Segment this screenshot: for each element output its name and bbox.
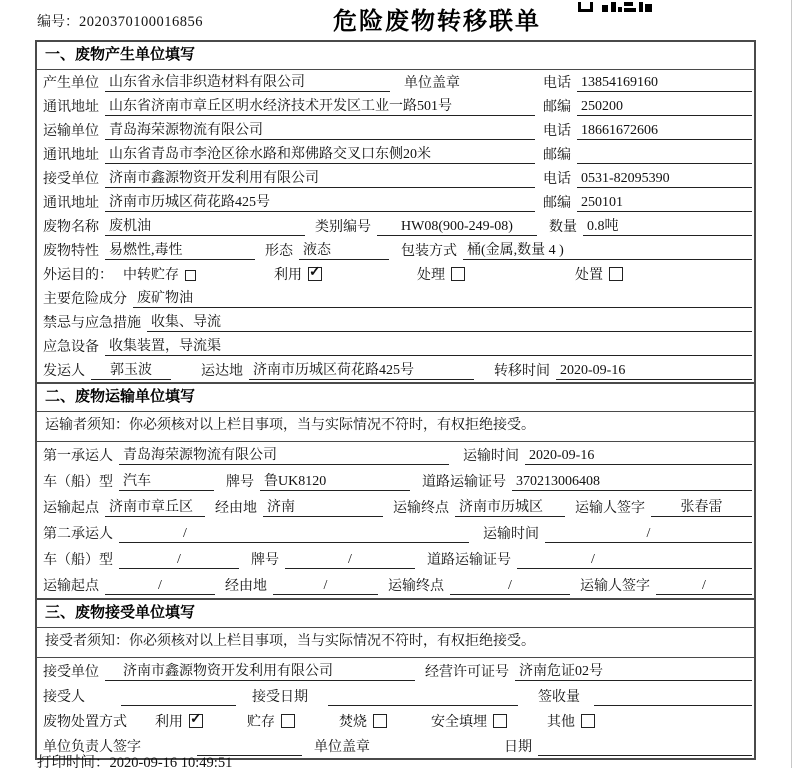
transport-time1-label: 运输时间	[463, 449, 519, 464]
producer-seal-label: 单位盖章	[404, 76, 460, 91]
qr-code-fragment-icon	[578, 0, 656, 18]
destination-value: 济南市历城区荷花路425号	[249, 360, 474, 380]
transfer-time-value: 2020-09-16	[556, 360, 752, 380]
print-time-label: 打印时间：	[37, 755, 110, 768]
accept-unit-label: 接受单位	[43, 664, 99, 680]
row-route2	[37, 572, 754, 598]
producer-phone-label: 电话	[543, 76, 571, 91]
equipment-label: 应急设备	[43, 340, 99, 355]
waste-character-label: 废物特性	[43, 244, 99, 259]
received-qty-value	[594, 686, 752, 706]
checkbox-treat	[451, 267, 465, 281]
receiver-value: 济南市鑫源物资开发利用有限公司	[105, 168, 535, 188]
row-route1	[37, 494, 754, 520]
sign1-label: 运输人签字	[575, 501, 645, 516]
via2-value: /	[273, 575, 378, 595]
check-mark-icon: ✓	[309, 265, 321, 280]
carrier2-value: /	[119, 523, 469, 543]
row-producer	[37, 70, 754, 94]
permit-label: 经营许可证号	[425, 664, 509, 680]
measures-value: 收集、导流	[147, 312, 752, 332]
transfer-form-table	[35, 40, 756, 760]
accept-date-value	[328, 686, 518, 706]
plate2-label: 牌号	[251, 553, 279, 568]
sign1-value: 张春雷	[651, 497, 752, 517]
unit-seal-label: 单位盖章	[314, 739, 370, 755]
license1-value: 370213006408	[512, 471, 752, 491]
via2-label: 经由地	[225, 579, 267, 594]
date-value	[538, 736, 752, 756]
plate1-value: 鲁UK8120	[260, 471, 410, 491]
receiver-notice-text: 你必须核对以上栏目事项，当与实际情况不符时，有权拒绝接受。	[129, 634, 535, 649]
row-emergency-equipment	[37, 334, 754, 358]
transporter-value: 青岛海荣源物流有限公司	[105, 120, 535, 140]
row-vehicle2	[37, 546, 754, 572]
purpose-option-recycle	[274, 264, 322, 284]
doc-number-label: 编号：	[37, 15, 79, 30]
date-label: 日期	[504, 739, 532, 755]
disposal-other-label: 其他	[547, 714, 575, 730]
disposal-option-incinerate	[339, 711, 387, 731]
purpose-recycle-label: 利用	[274, 268, 302, 283]
disposal-option-storage	[247, 711, 295, 731]
receiver-notice-label: 接受者须知：	[45, 634, 129, 649]
row-waste-character	[37, 238, 754, 262]
hazard-value: 废矿物油	[133, 288, 752, 308]
transporter-phone-value: 18661672606	[577, 120, 752, 140]
row-emergency-measures	[37, 310, 754, 334]
checkbox-disposal-other	[581, 714, 595, 728]
via1-label: 经由地	[215, 501, 257, 516]
section-producer	[37, 42, 754, 382]
receiver-address-label: 通讯地址	[43, 196, 99, 211]
measures-label: 禁忌与应急措施	[43, 316, 141, 331]
section-transporter-header: 二、废物运输单位填写	[37, 384, 754, 412]
vehicle1-label: 车（船）型	[43, 475, 113, 490]
category-label: 类别编号	[315, 220, 371, 235]
end1-label: 运输终点	[393, 501, 449, 516]
transporter-address-value: 山东省青岛市李沧区徐水路和郑佛路交叉口东侧20米	[105, 144, 535, 164]
disposal-method-label: 废物处置方式	[43, 714, 127, 730]
receiver-phone-value: 0531-82095390	[577, 168, 752, 188]
carrier1-value: 青岛海荣源物流有限公司	[119, 445, 449, 465]
row-acceptor	[37, 683, 754, 708]
producer-value: 山东省永信非织造材料有限公司	[105, 72, 390, 92]
category-value: HW08(900-249-08)	[377, 216, 537, 236]
license1-label: 道路运输证号	[422, 475, 506, 490]
producer-address-value: 山东省济南市章丘区明水经济技术开发区工业一路501号	[105, 96, 535, 116]
transport-time2-label: 运输时间	[483, 527, 539, 542]
signer-label: 单位负责人签字	[43, 739, 141, 755]
transporter-notice	[37, 412, 754, 442]
checkbox-transfer-storage	[185, 270, 196, 281]
checkbox-disposal-incinerate	[373, 714, 387, 728]
end2-value: /	[450, 575, 570, 595]
purpose-treat-label: 处理	[417, 268, 445, 283]
carrier1-label: 第一承运人	[43, 449, 113, 464]
transporter-notice-label: 运输者须知：	[45, 418, 129, 433]
print-time-value: 2020-09-16 10:49:51	[109, 755, 233, 768]
checkbox-dispose	[609, 267, 623, 281]
section-receiver-header: 三、废物接受单位填写	[37, 600, 754, 628]
waste-character-value: 易燃性,毒性	[105, 240, 255, 260]
transporter-zip-label: 邮编	[543, 148, 571, 163]
producer-label: 产生单位	[43, 76, 99, 91]
end2-label: 运输终点	[388, 579, 444, 594]
origin2-label: 运输起点	[43, 579, 99, 594]
receiver-notice	[37, 628, 754, 658]
row-transporter	[37, 118, 754, 142]
producer-address-label: 通讯地址	[43, 100, 99, 115]
purpose-dispose-label: 处置	[575, 268, 603, 283]
equipment-value: 收集装置，导流渠	[105, 336, 752, 356]
check-mark-icon: ✓	[190, 711, 202, 727]
row-receiver-address	[37, 190, 754, 214]
print-time	[37, 751, 232, 768]
vehicle2-label: 车（船）型	[43, 553, 113, 568]
acceptor-label: 接受人	[43, 689, 85, 705]
accept-unit-value: 济南市鑫源物资开发利用有限公司	[105, 661, 415, 681]
quantity-value: 0.8吨	[583, 216, 752, 236]
purpose-option-dispose	[575, 264, 623, 284]
destination-label: 运达地	[201, 364, 243, 379]
vehicle2-value: /	[119, 549, 239, 569]
purpose-transfer-storage-label: 中转贮存	[123, 268, 179, 283]
received-qty-label: 签收量	[538, 689, 580, 705]
row-producer-address	[37, 94, 754, 118]
section-transporter	[37, 382, 754, 598]
transporter-zip-value	[577, 144, 752, 164]
row-transporter-address	[37, 142, 754, 166]
disposal-option-other	[547, 711, 595, 731]
origin1-label: 运输起点	[43, 501, 99, 516]
packing-value: 桶(金属,数量 4 )	[463, 240, 752, 260]
checkbox-disposal-landfill	[493, 714, 507, 728]
checkbox-disposal-storage	[281, 714, 295, 728]
row-carrier2	[37, 520, 754, 546]
disposal-option-recycle	[155, 711, 203, 731]
section-producer-header: 一、废物产生单位填写	[37, 42, 754, 70]
transfer-time-label: 转移时间	[494, 364, 550, 379]
producer-phone-value: 13854169160	[577, 72, 752, 92]
origin1-value: 济南市章丘区	[105, 497, 205, 517]
form-value: 液态	[299, 240, 389, 260]
license2-value: /	[517, 549, 752, 569]
transporter-phone-label: 电话	[543, 124, 571, 139]
hazard-label: 主要危险成分	[43, 292, 127, 307]
disposal-recycle-label: 利用	[155, 714, 183, 730]
consignor-label: 发运人	[43, 364, 85, 379]
purpose-label: 外运目的：	[43, 268, 113, 283]
section-receiver	[37, 598, 754, 758]
row-vehicle1	[37, 468, 754, 494]
purpose-option-treat	[417, 264, 465, 284]
row-receiver	[37, 166, 754, 190]
scan-edge-line	[791, 0, 792, 768]
producer-zip-value: 250200	[577, 96, 752, 116]
end1-value: 济南市历城区	[455, 497, 565, 517]
transporter-address-label: 通讯地址	[43, 148, 99, 163]
vehicle1-value: 汽车	[119, 471, 214, 491]
quantity-label: 数量	[549, 220, 577, 235]
transporter-notice-text: 你必须核对以上栏目事项，当与实际情况不符时，有权拒绝接受。	[129, 418, 535, 433]
producer-zip-label: 邮编	[543, 100, 571, 115]
accept-date-label: 接受日期	[252, 689, 308, 705]
disposal-incinerate-label: 焚烧	[339, 714, 367, 730]
disposal-option-landfill	[431, 711, 507, 731]
sign2-label: 运输人签字	[580, 579, 650, 594]
doc-number-value: 2020370100016856	[79, 14, 203, 30]
sign2-value: /	[656, 575, 752, 595]
waste-name-value: 废机油	[105, 216, 305, 236]
disposal-landfill-label: 安全填埋	[431, 714, 487, 730]
license2-label: 道路运输证号	[427, 553, 511, 568]
packing-label: 包装方式	[401, 244, 457, 259]
row-disposal-method	[37, 708, 754, 733]
row-hazard-component	[37, 286, 754, 310]
transport-time1-value: 2020-09-16	[525, 445, 752, 465]
purpose-option-transfer-storage	[123, 264, 196, 284]
plate1-label: 牌号	[226, 475, 254, 490]
plate2-value: /	[285, 549, 415, 569]
row-carrier1	[37, 442, 754, 468]
receiver-label: 接受单位	[43, 172, 99, 187]
receiver-address-value: 济南市历城区荷花路425号	[105, 192, 535, 212]
consignor-value: 郭玉波	[91, 360, 171, 380]
row-accept-unit	[37, 658, 754, 683]
permit-value: 济南危证02号	[515, 661, 752, 681]
form-label: 形态	[265, 244, 293, 259]
carrier2-label: 第二承运人	[43, 527, 113, 542]
checkbox-recycle-checked	[308, 267, 322, 281]
transport-time2-value: /	[545, 523, 752, 543]
via1-value: 济南	[263, 497, 383, 517]
receiver-zip-value: 250101	[577, 192, 752, 212]
origin2-value: /	[105, 575, 215, 595]
disposal-storage-label: 贮存	[247, 714, 275, 730]
checkbox-disposal-recycle-checked	[189, 711, 203, 728]
doc-number	[37, 11, 203, 31]
page-title: 危险废物转移联单	[333, 8, 541, 35]
receiver-phone-label: 电话	[543, 172, 571, 187]
waste-name-label: 废物名称	[43, 220, 99, 235]
receiver-zip-label: 邮编	[543, 196, 571, 211]
acceptor-value	[121, 686, 236, 706]
row-consignor	[37, 358, 754, 382]
row-waste-name	[37, 214, 754, 238]
transporter-label: 运输单位	[43, 124, 99, 139]
row-purpose	[37, 262, 754, 286]
